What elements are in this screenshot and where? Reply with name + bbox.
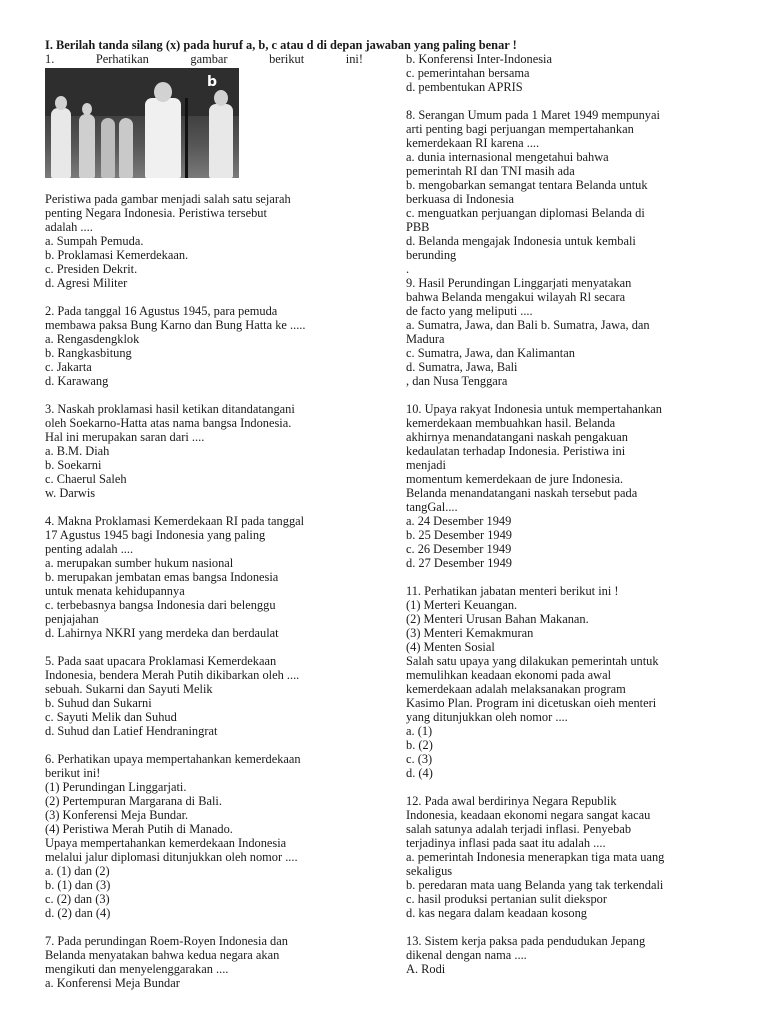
question-line: PBB [406, 220, 430, 234]
question-line: d. Karawang [45, 374, 109, 388]
question-line: 9. Hasil Perundingan Linggarjati menyatakan [406, 276, 632, 290]
answer-option: d. Agresi Militer [45, 276, 128, 290]
question-line: 3. Naskah proklamasi hasil ketikan ditandatangani [45, 402, 295, 416]
question-line: (2) Menteri Urusan Bahan Makanan. [406, 612, 589, 626]
question-line: 10. Upaya rakyat Indonesia untuk mempertahankan [406, 402, 662, 416]
question-line: d. (4) [406, 766, 433, 780]
question-line: a. dunia internasional mengetahui bahwa [406, 150, 609, 164]
question-line: 17 Agustus 1945 bagi Indonesia yang paling [45, 528, 266, 542]
question-line: arti penting bagi perjuangan mempertahankan [406, 122, 634, 136]
question-line: (3) Konferensi Meja Bundar. [45, 808, 189, 822]
question-line: pemerintah RI dan TNI masih ada [406, 164, 575, 178]
question-line: b. peredaran mata uang Belanda yang tak terkendali [406, 878, 664, 892]
question-line: momentum kemerdekaan de jure Indonesia. [406, 472, 624, 486]
question-1-photo [45, 68, 239, 178]
question-line: b. Soekarni [45, 458, 102, 472]
question-line: a. B.M. Diah [45, 444, 110, 458]
question-line: tangGal.... [406, 500, 458, 514]
question-line: bahwa Belanda mengakui wilayah Rl secara [406, 290, 626, 304]
question-line: 4. Makna Proklamasi Kemerdekaan RI pada tanggal [45, 514, 305, 528]
question-line: a. (1) dan (2) [45, 864, 110, 878]
question-line: b. merupakan jembatan emas bangsa Indonesia [45, 570, 279, 584]
question-line: Madura [406, 332, 445, 346]
question-line: Belanda menandatangani naskah tersebut pada [406, 486, 638, 500]
question-line: yang ditunjukkan oleh nomor .... [406, 710, 568, 724]
question-line: (1) Perundingan Linggarjati. [45, 780, 187, 794]
answer-option: a. Sumpah Pemuda. [45, 234, 144, 248]
question-block [45, 514, 363, 640]
question-line: a. Konferensi Meja Bundar [45, 976, 180, 990]
question-line: (1) Merteri Keuangan. [406, 598, 518, 612]
question-line: kemerdekaan membuahkan hasil. Belanda [406, 416, 616, 430]
question-line: c. terbebasnya bangsa Indonesia dari belenggu [45, 598, 276, 612]
question-line: a. merupakan sumber hukum nasional [45, 556, 234, 570]
question-line: (4) Menten Sosial [406, 640, 495, 654]
instruction-header: I. Berilah tanda silang (x) pada huruf a, b, c atau d di depan jawaban yang paling benar ! [45, 38, 517, 52]
question-line: sebuah. Sukarni dan Sayuti Melik [45, 682, 213, 696]
question-line: penjajahan [45, 612, 99, 626]
intro-word: berikut [269, 52, 305, 66]
question-block [406, 108, 724, 388]
question-line: c. 26 Desember 1949 [406, 542, 512, 556]
question-line: b. 25 Desember 1949 [406, 528, 512, 542]
question-line: kemerdekaan RI karena .... [406, 136, 540, 150]
question-line: 12. Pada awal berdirinya Negara Republik [406, 794, 617, 808]
question-line: kemerdekaan adalah melaksanakan program [406, 682, 626, 696]
question-line: d. Belanda mengajak Indonesia untuk kembali [406, 234, 636, 248]
question-line: kedaulatan terhadap Indonesia. Peristiwa ini [406, 444, 626, 458]
question-line: d. Sumatra, Jawa, Bali [406, 360, 518, 374]
watermark-logo: b [207, 74, 218, 90]
question-line: Hal ini merupakan saran dari .... [45, 430, 205, 444]
question-line: 11. Perhatikan jabatan menteri berikut ini ! [406, 584, 619, 598]
question-line: c. Sayuti Melik dan Suhud [45, 710, 177, 724]
question-line: Indonesia, keadaan ekonomi negara sangat kacau [406, 808, 651, 822]
answer-option: b. Proklamasi Kemerdekaan. [45, 248, 189, 262]
question-line: oleh Soekarno-Hatta atas nama bangsa Indonesia. [45, 416, 292, 430]
question-line: dikenal dengan nama .... [406, 948, 527, 962]
question-line: A. Rodi [406, 962, 446, 976]
question-block [406, 584, 724, 780]
question-line: a. (1) [406, 724, 433, 738]
question-line: d. Suhud dan Latief Hendraningrat [45, 724, 218, 738]
question-line: menjadi [406, 458, 446, 472]
intro-word: Perhatikan [95, 52, 149, 66]
question-line: 6. Perhatikan upaya mempertahankan kemerdekaan [45, 752, 301, 766]
question-line: d. (2) dan (4) [45, 906, 111, 920]
question-line: (3) Menteri Kemakmuran [406, 626, 534, 640]
question-block [406, 934, 724, 976]
question-text-line: adalah .... [45, 220, 93, 234]
question-line: d. 27 Desember 1949 [406, 556, 512, 570]
question-line: 2. Pada tanggal 16 Agustus 1945, para pemuda [45, 304, 278, 318]
question-line: terjadinya inflasi pada saat itu adalah .... [406, 836, 606, 850]
question-line: akhirnya menandatangani naskah pengakuan [406, 430, 628, 444]
question-line: a. 24 Desember 1949 [406, 514, 512, 528]
question-line: berikut ini! [45, 766, 101, 780]
question-line: Kasimo Plan. Program ini dicetuskan oieh menteri [406, 696, 657, 710]
question-line: (2) Pertempuran Margarana di Bali. [45, 794, 222, 808]
question-line: c. hasil produksi pertanian sulit diekspor [406, 892, 607, 906]
question-line: . [406, 262, 410, 276]
intro-word: gambar [190, 52, 228, 66]
question-line: mengikuti dan menyelenggarakan .... [45, 962, 229, 976]
question-line: d. kas negara dalam keadaan kosong [406, 906, 587, 920]
question-line: membawa paksa Bung Karno dan Bung Hatta ke ..... [45, 318, 306, 332]
question-line: a. Rengasdengklok [45, 332, 140, 346]
intro-word: 1. [45, 52, 55, 66]
question-block [45, 934, 363, 990]
question-line: c. (3) [406, 752, 433, 766]
question-line: d. pembentukan APRIS [406, 80, 523, 94]
intro-word: ini! [345, 52, 363, 66]
question-line: sekaligus [406, 864, 453, 878]
question-line: b. (1) dan (3) [45, 878, 111, 892]
question-line: c. Sumatra, Jawa, dan Kalimantan [406, 346, 575, 360]
question-line: a. pemerintah Indonesia menerapkan tiga mata uang [406, 850, 665, 864]
question-line: de facto yang meliputi .... [406, 304, 533, 318]
question-block [45, 304, 363, 388]
question-line: a. Sumatra, Jawa, dan Bali b. Sumatra, Jawa, dan [406, 318, 650, 332]
question-1-intro [45, 52, 363, 66]
question-line: untuk menata kehidupannya [45, 584, 185, 598]
question-line: 13. Sistem kerja paksa pada pendudukan Jepang [406, 934, 646, 948]
question-line: c. Chaerul Saleh [45, 472, 127, 486]
question-line: 7. Pada perundingan Roem-Royen Indonesia dan [45, 934, 288, 948]
question-line: salah satunya adalah terjadi inflasi. Penyebab [406, 822, 632, 836]
left-column [45, 52, 363, 990]
question-text-line: Peristiwa pada gambar menjadi salah satu sejarah [45, 192, 291, 206]
question-line: Salah satu upaya yang dilakukan pemerintah untuk [406, 654, 659, 668]
question-line: b. Konferensi Inter-Indonesia [406, 52, 552, 66]
question-line: b. Rangkasbitung [45, 346, 132, 360]
question-line: penting adalah .... [45, 542, 134, 556]
question-line: Indonesia, bendera Merah Putih dikibarkan oleh .... [45, 668, 300, 682]
question-text-line: penting Negara Indonesia. Peristiwa tersebut [45, 206, 267, 220]
question-line: c. menguatkan perjuangan diplomasi Belanda di [406, 206, 645, 220]
question-block [45, 752, 363, 920]
question-line: c. (2) dan (3) [45, 892, 110, 906]
question-line: berunding [406, 248, 457, 262]
question-block [45, 402, 363, 500]
question-line: memulihkan keadaan ekonomi pada awal [406, 668, 612, 682]
question-line: 5. Pada saat upacara Proklamasi Kemerdekaan [45, 654, 277, 668]
question-line: Upaya mempertahankan kemerdekaan Indonesia [45, 836, 287, 850]
question-line: (4) Peristiwa Merah Putih di Manado. [45, 822, 233, 836]
question-block [406, 402, 724, 570]
question-line: w. Darwis [45, 486, 96, 500]
question-line: 8. Serangan Umum pada 1 Maret 1949 mempunyai [406, 108, 660, 122]
right-column [406, 52, 724, 976]
answer-option: c. Presiden Dekrit. [45, 262, 138, 276]
question-line: melalui jalur diplomasi ditunjukkan oleh nomor .... [45, 850, 298, 864]
question-line: d. Lahirnya NKRI yang merdeka dan berdaulat [45, 626, 279, 640]
question-line: b. (2) [406, 738, 433, 752]
question-line: Belanda menyatakan bahwa kedua negara akan [45, 948, 280, 962]
question-block [45, 654, 363, 738]
question-line: berkuasa di Indonesia [406, 192, 515, 206]
question-block [406, 794, 724, 920]
question-line: c. Jakarta [45, 360, 92, 374]
question-line: , dan Nusa Tenggara [406, 374, 508, 388]
question-block [406, 52, 724, 94]
question-line: c. pemerintahan bersama [406, 66, 530, 80]
question-line: b. mengobarkan semangat tentara Belanda untuk [406, 178, 648, 192]
question-line: b. Suhud dan Sukarni [45, 696, 152, 710]
